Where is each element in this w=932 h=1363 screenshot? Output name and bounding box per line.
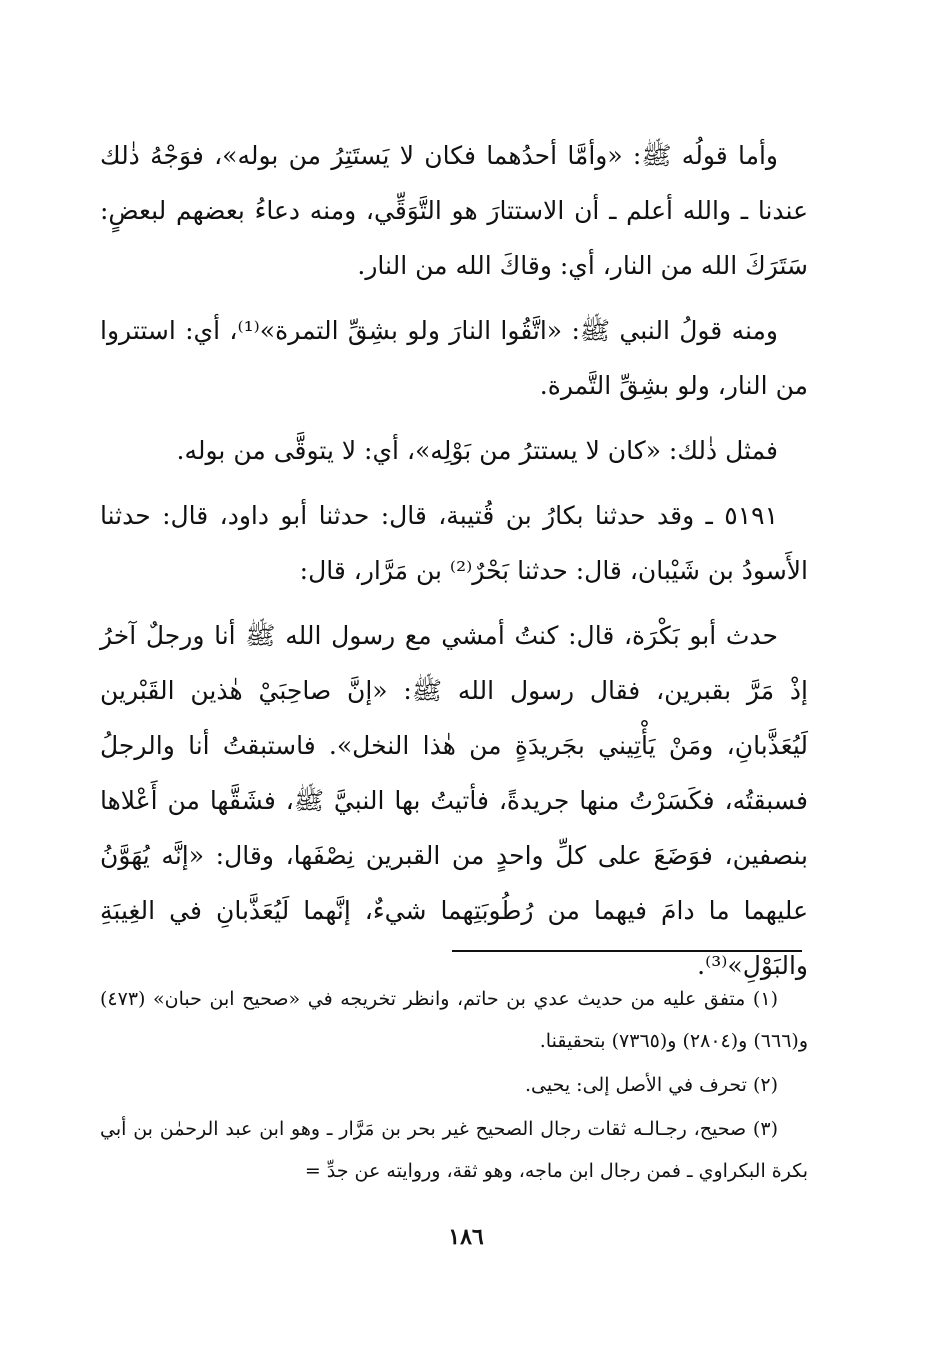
paragraph-2: ومنه قولُ النبي ﷺ: «اتَّقُوا النارَ ولو بشِقِّ التمرة»⁽¹⁾، أي: استتروا من النار، ولو بشِقِّ التَّمرة.: [100, 316, 808, 400]
paragraph-3: فمثل ذٰلك: «كان لا يستترُ من بَوْلِه»، أي: لا يتوقَّى من بوله.: [176, 436, 778, 465]
paragraph-1: وأما قولُه ﷺ: «وأمَّا أحدُهما فكان لا يَستَتِرُ من بوله»، فوَجْهُ ذٰلك عندنا ـ والله أعلم ـ أن الاستتارَ هو التَّوَقِّي، ومنه دعاءُ بعضهم لبعضٍ: سَتَرَكَ الله من النار، أي: وقاكَ الله من النار.: [100, 141, 808, 280]
main-text-body: [100, 128, 808, 999]
footnote-2: (٢) تحرف في الأصل إلى: يحيى.: [524, 1074, 778, 1096]
page-number: ١٨٦: [448, 1224, 484, 1250]
footnote-divider: [452, 950, 802, 952]
paragraph-4-hadith-chain: ٥١٩١ ـ وقد حدثنا بكارُ بن قُتيبة، قال: حدثنا أبو داود، قال: حدثنا الأَسودُ بن شَيْبان، قال: حدثنا بَحْرٌ⁽²⁾ بن مَرَّار، قال:: [100, 501, 808, 585]
footnote-1: (١) متفق عليه من حديث عدي بن حاتم، وانظر تخريجه في «صحيح ابن حبان» (٤٧٣) و(٦٦٦) و(٢٨٠٤) و(٧٣٦٥) بتحقيقنا.: [100, 988, 808, 1052]
paragraph-5-hadith-text: حدث أبو بَكْرَة، قال: كنتُ أمشي مع رسول الله ﷺ أنا ورجلٌ آخرُ إذْ مَرَّ بقبرين، فقال رسول الله ﷺ: «إنَّ صاحِبَيْ هٰذين القَبْرين لَيُعَذَّبانِ، ومَنْ يَأْتِيني بجَريدَةٍ من هٰذا النخل». فاستبقتُ أنا والرجلُ فسبقتُه، فكَسَرْتُ منها جريدةً، فأتيتُ بها النبيَّ ﷺ، فشَقَّها من أَعْلاها بنصفين، فوَضَعَ على كلِّ واحدٍ من القبرين نِصْفَها، وقال: «إنَّه يُهَوَّنُ عليهما ما دامَ فيهما من رُطُوبَتِهما شيءٌ، إنَّهما لَيُعَذَّبانِ في الغِيبَةِ والبَوْلِ»⁽³⁾.: [100, 621, 808, 980]
footnotes: [100, 978, 808, 1194]
footnote-3: (٣) صحيح، رجـالـه ثقات رجال الصحيح غير بحر بن مَرَّار ـ وهو ابن عبد الرحمٰن بن أبي بكرة البكراوي ـ فمن رجال ابن ماجه، وهو ثقة، وروايته عن جدِّ =: [100, 1118, 808, 1182]
